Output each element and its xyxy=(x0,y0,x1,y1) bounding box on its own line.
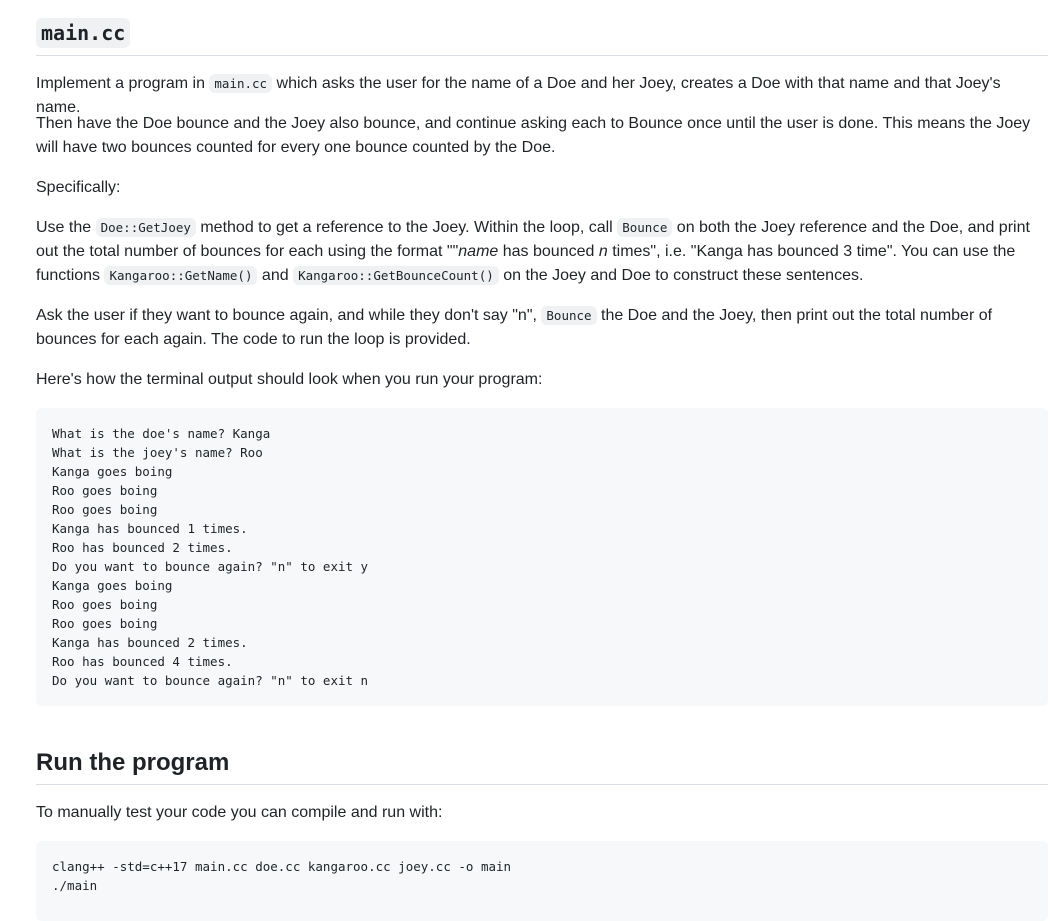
getjoey-paragraph xyxy=(36,216,1048,288)
text: times", i.e. "Kanga has bounced 3 time". You can use the functions xyxy=(36,243,1016,284)
terminal-line: Roo has bounced 2 times. xyxy=(52,540,233,555)
loop-paragraph xyxy=(36,304,1048,352)
terminal-line: Kanga goes boing xyxy=(52,464,173,479)
section-heading-main-cc xyxy=(36,18,1048,56)
text: which asks the user for the name of a Doe and her Joey, creates a Doe with that name and that Joey's name. xyxy=(36,75,1001,116)
command-line: ./main xyxy=(52,878,98,893)
terminal-line: Roo goes boing xyxy=(52,597,158,612)
emphasis: n xyxy=(598,243,608,260)
inline-code: Bounce xyxy=(541,306,596,325)
inline-code: Kangaroo::GetName() xyxy=(104,266,257,285)
run-program-heading: Run the program xyxy=(36,746,1048,785)
terminal-line: Roo has bounced 4 times. xyxy=(52,654,233,669)
compile-command-block xyxy=(36,841,1048,921)
terminal-line: Kanga has bounced 2 times. xyxy=(52,635,248,650)
text: Implement a program in xyxy=(36,75,210,92)
inline-code: main.cc xyxy=(209,74,272,93)
specifically-paragraph: Specifically: xyxy=(36,179,121,196)
command-line: clang++ -std=c++17 main.cc doe.cc kangaroo.cc joey.cc -o main xyxy=(52,859,512,874)
terminal-line: What is the joey's name? Roo xyxy=(52,445,263,460)
text: Ask the user if they want to bounce again, and while they don't say "n", xyxy=(36,307,542,324)
text: Use the xyxy=(36,219,96,236)
terminal-line: Roo goes boing xyxy=(52,483,158,498)
inline-code: Kangaroo::GetBounceCount() xyxy=(293,266,499,285)
terminal-line: Kanga has bounced 1 times. xyxy=(52,521,248,536)
terminal-output-block xyxy=(36,408,1048,706)
terminal-line: Do you want to bounce again? "n" to exit y xyxy=(52,559,369,574)
text: the Doe and the Joey, then print out the total number of bounces for each again. The code to run the loop is provided. xyxy=(36,307,993,348)
terminal-intro-paragraph: Here's how the terminal output should look when you run your program: xyxy=(36,371,543,388)
emphasis: name xyxy=(458,243,499,260)
page-title: main.cc xyxy=(36,18,130,48)
compile-paragraph: To manually test your code you can compile and run with: xyxy=(36,804,443,821)
text: on the Joey and Doe to construct these sentences. xyxy=(498,267,864,284)
bounce-paragraph: Then have the Doe bounce and the Joey also bounce, and continue asking each to Bounce once until the user is done. This means the Joey will have two bounces counted for every one bounce counted by the Doe. xyxy=(36,115,1031,156)
terminal-line: Do you want to bounce again? "n" to exit n xyxy=(52,673,369,688)
terminal-line: Roo goes boing xyxy=(52,502,158,517)
terminal-line: Roo goes boing xyxy=(52,616,158,631)
text: and xyxy=(257,267,294,284)
text: on both the Joey reference and the Doe, and print out the total number of bounces for each using the format "" xyxy=(36,219,1030,260)
terminal-line: Kanga goes boing xyxy=(52,578,173,593)
terminal-line: What is the doe's name? Kanga xyxy=(52,426,271,441)
text: has bounced xyxy=(498,243,599,260)
inline-code: Doe::GetJoey xyxy=(96,218,196,237)
text: method to get a reference to the Joey. Within the loop, call xyxy=(195,219,618,236)
inline-code: Bounce xyxy=(617,218,672,237)
